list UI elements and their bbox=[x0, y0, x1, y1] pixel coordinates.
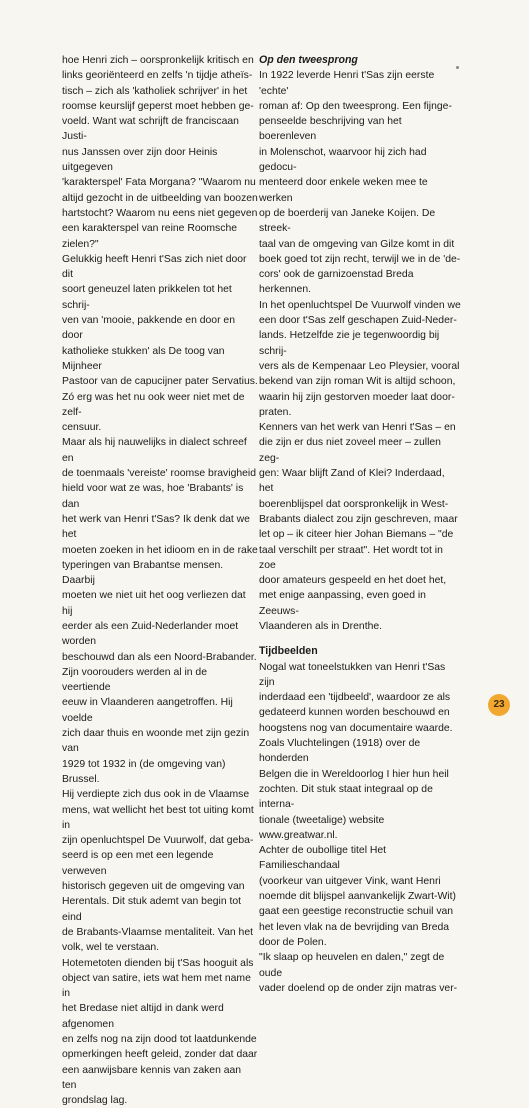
text-line: gen: Waar blijft Zand of Klei? Inderdaad, het bbox=[259, 468, 445, 495]
text-line: gaat een geestige reconstructie schuil van bbox=[259, 906, 454, 918]
text-line: 'karakterspel' Fata Morgana? "Waarom nu bbox=[62, 177, 256, 189]
text-line: seerd is op een met een legende verweven bbox=[62, 850, 214, 877]
text-line: waarin hij zijn gestorven moeder laat door- bbox=[259, 391, 455, 403]
text-line: (voorkeur van uitgever Vink, want Henri bbox=[259, 875, 441, 887]
text-line: In 1922 leverde Henri t'Sas zijn eerste 'echte' bbox=[259, 70, 435, 97]
text-line: het Bredase niet altijd in dank werd afgenomen bbox=[62, 1003, 224, 1030]
text-line: roman af: Op den tweesprong. Een fijnge- bbox=[259, 100, 452, 112]
text-line: Vlaanderen als in Drenthe. bbox=[259, 620, 383, 632]
text-line: Gelukkig heeft Henri t'Sas zich niet door dit bbox=[62, 253, 247, 281]
text-line: met enige aanpassing, even goed in Zeeuws- bbox=[259, 590, 426, 617]
text-line: hoogstens nog van documentaire waarde. bbox=[259, 722, 453, 734]
text-line: object van satire, iets wat hem met name in bbox=[62, 972, 251, 1000]
text-line: de toenmaals 'vereiste' roomse bravigheid bbox=[62, 468, 256, 480]
text-line: penseelde beschrijving van het boerenleven bbox=[259, 116, 402, 143]
text-line: vers als de Kempenaar Leo Pleysier, vooral bbox=[259, 360, 460, 372]
text-line: het leven vlak na de bevrijding van Breda bbox=[259, 921, 450, 933]
text-line: historisch gegeven uit de omgeving van bbox=[62, 881, 245, 893]
text-line: hield voor wat ze was, hoe 'Brabants' is dan bbox=[62, 483, 244, 510]
text-line: Zoals Vluchtelingen (1918) over de honderden bbox=[259, 738, 421, 765]
section-heading-tijdbeelden: Tijdbeelden bbox=[259, 645, 318, 658]
text-line: tisch – zich als 'katholiek schrijver' in het bbox=[62, 85, 248, 97]
speck-mark bbox=[456, 66, 459, 69]
text-line: censuur. bbox=[62, 422, 102, 434]
text-line: beschouwd dan als een Noord-Brabander. bbox=[62, 651, 257, 663]
text-line: eerder als een Zuid-Nederlander moet worden bbox=[62, 620, 239, 648]
section-heading-op-den-tweesprong: Op den tweesprong bbox=[259, 54, 358, 66]
section-op-den-tweesprong bbox=[259, 68, 461, 634]
text-line: die zijn er dus niet zoveel meer – zullen zeg- bbox=[259, 437, 441, 464]
right-column bbox=[259, 53, 461, 996]
text-line: taal verschilt per straat". Het wordt tot in zoe bbox=[259, 544, 443, 571]
text-line: Hotemetoten dienden bij t'Sas hooguit als bbox=[62, 957, 254, 969]
text-line: Herentals. Dit stuk ademt van begin tot eind bbox=[62, 896, 242, 923]
text-line: gedateerd kunnen worden beschouwd en bbox=[259, 707, 450, 719]
text-line: nus Janssen over zijn door Heinis uitgegeven bbox=[62, 146, 218, 174]
text-line: katholieke stukken' als De toog van Mijnheer bbox=[62, 345, 225, 372]
text-line: Belgen die in Wereldoorlog I hier hun heil bbox=[259, 768, 449, 780]
text-line: hoe Henri zich – oorspronkelijk kritisch en bbox=[62, 55, 254, 66]
text-line: In het openluchtspel De Vuurwolf vinden we bbox=[259, 299, 461, 311]
section-spacer bbox=[259, 634, 461, 644]
text-line: altijd gezocht in de uitbeelding van boozen bbox=[62, 192, 258, 204]
text-line: door de Polen. bbox=[259, 936, 327, 948]
text-line: roomse keurslijf geperst moet hebben ge- bbox=[62, 100, 254, 112]
text-line: en zelfs nog na zijn dood tot laatdunkende bbox=[62, 1034, 257, 1045]
page-number-badge: 23 bbox=[488, 694, 510, 716]
text-line: boek goed tot zijn recht, terwijl we in de 'de- bbox=[259, 253, 461, 265]
text-line: in Molenschot, waarvoor hij zich had gedocu- bbox=[259, 146, 427, 174]
text-line: op de boerderij van Janeke Koijen. De streek- bbox=[259, 207, 436, 235]
text-line: taal van de omgeving van Gilze komt in dit bbox=[259, 238, 455, 250]
text-line: zijn openluchtspel De Vuurwolf, dat geba- bbox=[62, 835, 254, 847]
text-line: Maar als hij nauwelijks in dialect schreef en bbox=[62, 437, 247, 464]
text-line: let op – ik citeer hier Johan Biemans – "de bbox=[259, 529, 454, 541]
text-line: ven van 'mooie, pakkende en door en door bbox=[62, 315, 235, 342]
text-line: Nogal wat toneelstukken van Henri t'Sas zijn bbox=[259, 661, 446, 688]
text-line: moeten we niet uit het oog verliezen dat hij bbox=[62, 590, 246, 617]
text-line: het werk van Henri t'Sas? Ik denk dat we het bbox=[62, 513, 250, 541]
text-line: volk, wel te verstaan. bbox=[62, 942, 160, 954]
text-line: een karakterspel van reine Roomsche zielen?" bbox=[62, 223, 238, 250]
text-line: hartstocht? Waarom nu eens niet gegeven bbox=[62, 207, 258, 219]
text-line: Zó erg was het nu ook weer niet met de zelf- bbox=[62, 391, 245, 418]
text-line: Brabants dialect zou zijn geschreven, maar bbox=[259, 513, 458, 525]
left-column bbox=[62, 53, 258, 1108]
text-line: mens, wat wellicht het best tot uiting komt in bbox=[62, 804, 254, 831]
text-line: de Brabants-Vlaamse mentaliteit. Van het bbox=[62, 926, 253, 938]
text-line: zich daar thuis en woonde met zijn gezin van bbox=[62, 728, 250, 755]
text-line: een door t'Sas zelf geschapen Zuid-Neder- bbox=[259, 315, 457, 327]
text-line: Pastoor van de capucijner pater Servatius. bbox=[62, 376, 258, 388]
text-line: bekend van zijn roman Wit is altijd schoon, bbox=[259, 376, 456, 388]
text-line: zochten. Dit stuk staat integraal op de interna- bbox=[259, 783, 433, 811]
text-line: moeten zoeken in het idioom en in de rake bbox=[62, 544, 258, 556]
text-line: Kenners van het werk van Henri t'Sas – en bbox=[259, 422, 456, 434]
text-line: noemde dit blijspel aanvankelijk Zwart-Wit) bbox=[259, 891, 456, 903]
section-tijdbeelden bbox=[259, 660, 461, 997]
text-line: grondslag lag. bbox=[62, 1095, 128, 1107]
text-line: Achter de oubollige titel Het Familieschandaal bbox=[259, 845, 387, 872]
text-line: lands. Hetzelfde zie je tegenwoordig bij schrij- bbox=[259, 330, 440, 357]
text-line: een aanwijsbare kennis van zaken aan ten bbox=[62, 1064, 242, 1091]
text-line: door amateurs gespeeld en het doet het, bbox=[259, 575, 447, 587]
text-line: links georiënteerd en zelfs 'n tijdje atheïs- bbox=[62, 70, 253, 82]
text-line: praten. bbox=[259, 406, 292, 418]
text-line: voeld. Want wat schrijft de franciscaan Justi- bbox=[62, 116, 239, 143]
text-line: Zijn voorouders werden al in de veertiende bbox=[62, 666, 207, 694]
text-line: vader doelend op de onder zijn matras ver- bbox=[259, 982, 458, 994]
text-line: boerenblijspel dat oorspronkelijk in West- bbox=[259, 498, 449, 510]
text-line: tionale (tweetalige) website www.greatwar.nl. bbox=[259, 814, 385, 841]
text-line: opmerkingen heeft geleid, zonder dat daar bbox=[62, 1049, 258, 1061]
text-line: menteerd door enkele weken mee te werken bbox=[259, 177, 428, 204]
text-line: "Ik slaap op heuvelen en dalen," zegt de oude bbox=[259, 952, 445, 979]
text-line: typeringen van Brabantse mensen. Daarbij bbox=[62, 559, 224, 587]
text-line: 1929 tot 1932 in (de omgeving van) Brussel. bbox=[62, 758, 226, 785]
text-line: eeuw in Vlaanderen aangetroffen. Hij voelde bbox=[62, 697, 233, 724]
text-line: inderdaad een 'tijdbeeld', waardoor ze als bbox=[259, 692, 451, 704]
text-line: soort geneuzel laten prikkelen tot het schrij- bbox=[62, 284, 232, 311]
text-line: cors' ook de garnizoenstad Breda herkennen. bbox=[259, 269, 414, 296]
text-line: Hij verdiepte zich dus ook in de Vlaamse bbox=[62, 789, 250, 801]
